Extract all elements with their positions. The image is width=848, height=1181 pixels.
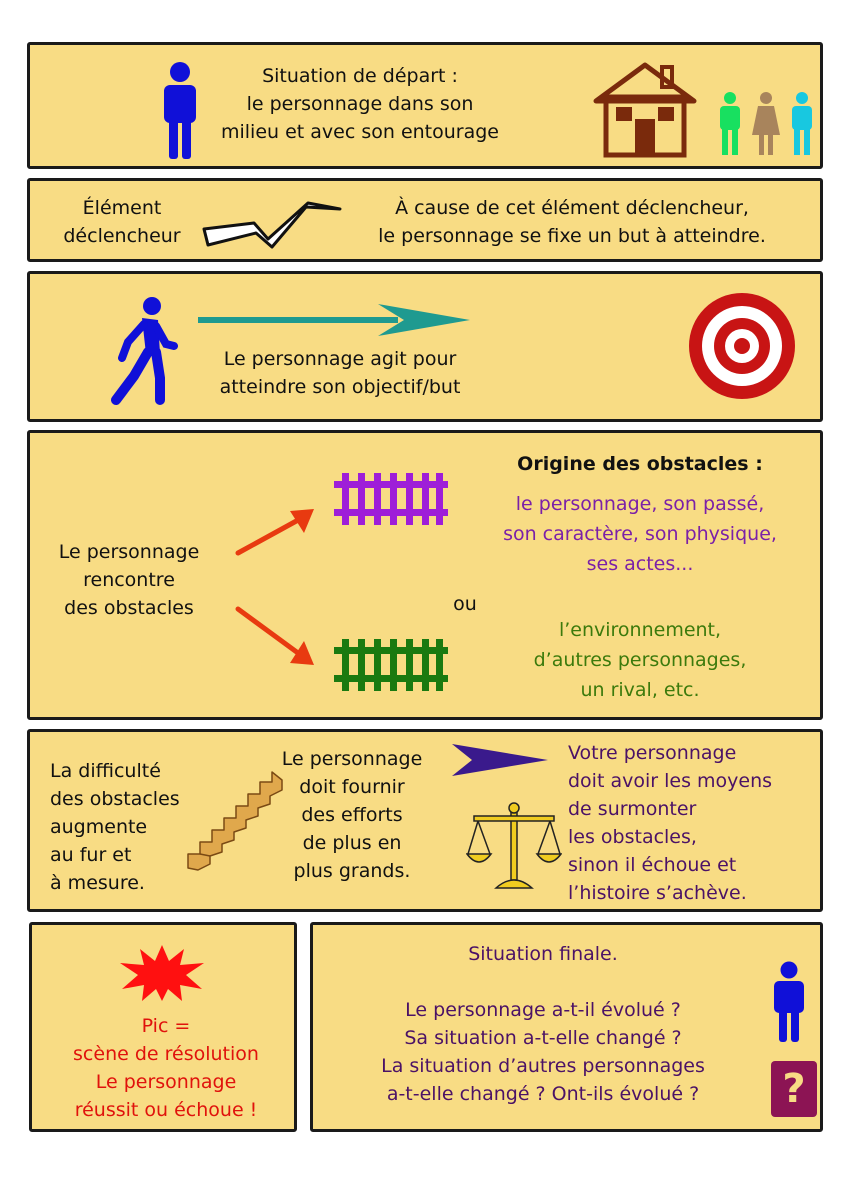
scales-icon xyxy=(466,802,562,892)
walking-person-icon xyxy=(108,296,178,406)
panel-element-declencheur xyxy=(27,178,823,262)
obstacles-heading: Origine des obstacles : xyxy=(517,453,763,475)
difficulte-left-line2: des obstacles xyxy=(50,788,180,810)
situation-depart-line2: le personnage dans son xyxy=(246,93,474,115)
question-mark-glyph: ? xyxy=(782,1066,806,1112)
pic-line4: réussit ou échoue ! xyxy=(74,1099,258,1121)
agit-line1: Le personnage agit pour xyxy=(223,348,457,370)
difficulte-mid-line1: Le personnage xyxy=(281,748,423,770)
declencheur-left-line1: Élément xyxy=(82,197,162,219)
starburst-icon xyxy=(118,943,206,1003)
green-fence-icon xyxy=(334,639,448,691)
difficulte-right-line6: l’histoire s’achève. xyxy=(568,882,747,904)
arrow-down-icon xyxy=(234,605,318,669)
panel-situation-finale xyxy=(310,922,823,1132)
purple-arrow-icon xyxy=(450,742,550,778)
difficulte-right-line4: les obstacles, xyxy=(568,826,697,848)
panel-obstacles xyxy=(27,430,823,720)
declencheur-right-line2: le personnage se fixe un but à atteindre. xyxy=(378,225,766,247)
obstacles-option2-line2: d’autres personnages, xyxy=(533,649,747,671)
person-icon xyxy=(771,961,807,1043)
difficulte-right-line2: doit avoir les moyens xyxy=(568,770,773,792)
obstacles-option1-line1: le personnage, son passé, xyxy=(515,493,765,515)
difficulte-mid-line4: de plus en xyxy=(302,832,402,854)
obstacles-option2-line3: un rival, etc. xyxy=(580,679,700,701)
target-icon xyxy=(686,290,798,402)
declencheur-right-line1: À cause de cet élément déclencheur, xyxy=(395,197,749,219)
pic-line1: Pic = xyxy=(141,1015,191,1037)
obstacles-left-line3: des obstacles xyxy=(64,597,194,619)
panel-situation-depart xyxy=(27,42,823,169)
obstacles-left-line2: rencontre xyxy=(83,569,175,591)
difficulte-right-line5: sinon il échoue et xyxy=(568,854,737,876)
obstacles-option1-line2: son caractère, son physique, xyxy=(503,523,777,545)
finale-question2: Sa situation a-t-elle changé ? xyxy=(404,1027,682,1049)
house-icon xyxy=(590,59,700,159)
obstacles-option2-line1: l’environnement, xyxy=(558,619,722,641)
difficulte-mid-line3: des efforts xyxy=(301,804,403,826)
finale-title: Situation finale. xyxy=(468,943,618,965)
question-mark-icon xyxy=(771,1061,817,1117)
difficulte-left-line5: à mesure. xyxy=(50,872,145,894)
panel-difficulte xyxy=(27,729,823,912)
difficulte-left-line3: augmente xyxy=(50,816,148,838)
family-icon xyxy=(714,91,820,157)
difficulte-mid-line2: doit fournir xyxy=(299,776,405,798)
agit-line2: atteindre son objectif/but xyxy=(219,376,461,398)
difficulte-mid-line5: plus grands. xyxy=(293,860,411,882)
difficulte-right-line1: Votre personnage xyxy=(568,742,737,764)
teal-arrow-icon xyxy=(198,302,474,338)
situation-depart-line3: milieu et avec son entourage xyxy=(220,121,499,143)
arrow-up-icon xyxy=(234,505,318,559)
lightning-bolt-icon xyxy=(198,189,344,253)
obstacles-or: ou xyxy=(453,593,477,615)
purple-fence-icon xyxy=(334,473,448,525)
person-icon xyxy=(160,61,200,161)
difficulte-left-line4: au fur et xyxy=(50,844,132,866)
panel-personnage-agit xyxy=(27,271,823,422)
difficulte-right-line3: de surmonter xyxy=(568,798,697,820)
situation-depart-line1: Situation de départ : xyxy=(262,65,458,87)
declencheur-left-line2: déclencheur xyxy=(63,225,181,247)
obstacles-left-line1: Le personnage xyxy=(58,541,200,563)
finale-question1: Le personnage a-t-il évolué ? xyxy=(405,999,681,1021)
pic-line2: scène de résolution xyxy=(73,1043,259,1065)
obstacles-option1-line3: ses actes... xyxy=(586,553,694,575)
panel-pic xyxy=(29,922,297,1132)
difficulte-left-line1: La difficulté xyxy=(50,760,161,782)
pic-line3: Le personnage xyxy=(95,1071,237,1093)
finale-question3: La situation d’autres personnages xyxy=(381,1055,705,1077)
finale-question4: a-t-elle changé ? Ont-ils évolué ? xyxy=(386,1083,700,1105)
